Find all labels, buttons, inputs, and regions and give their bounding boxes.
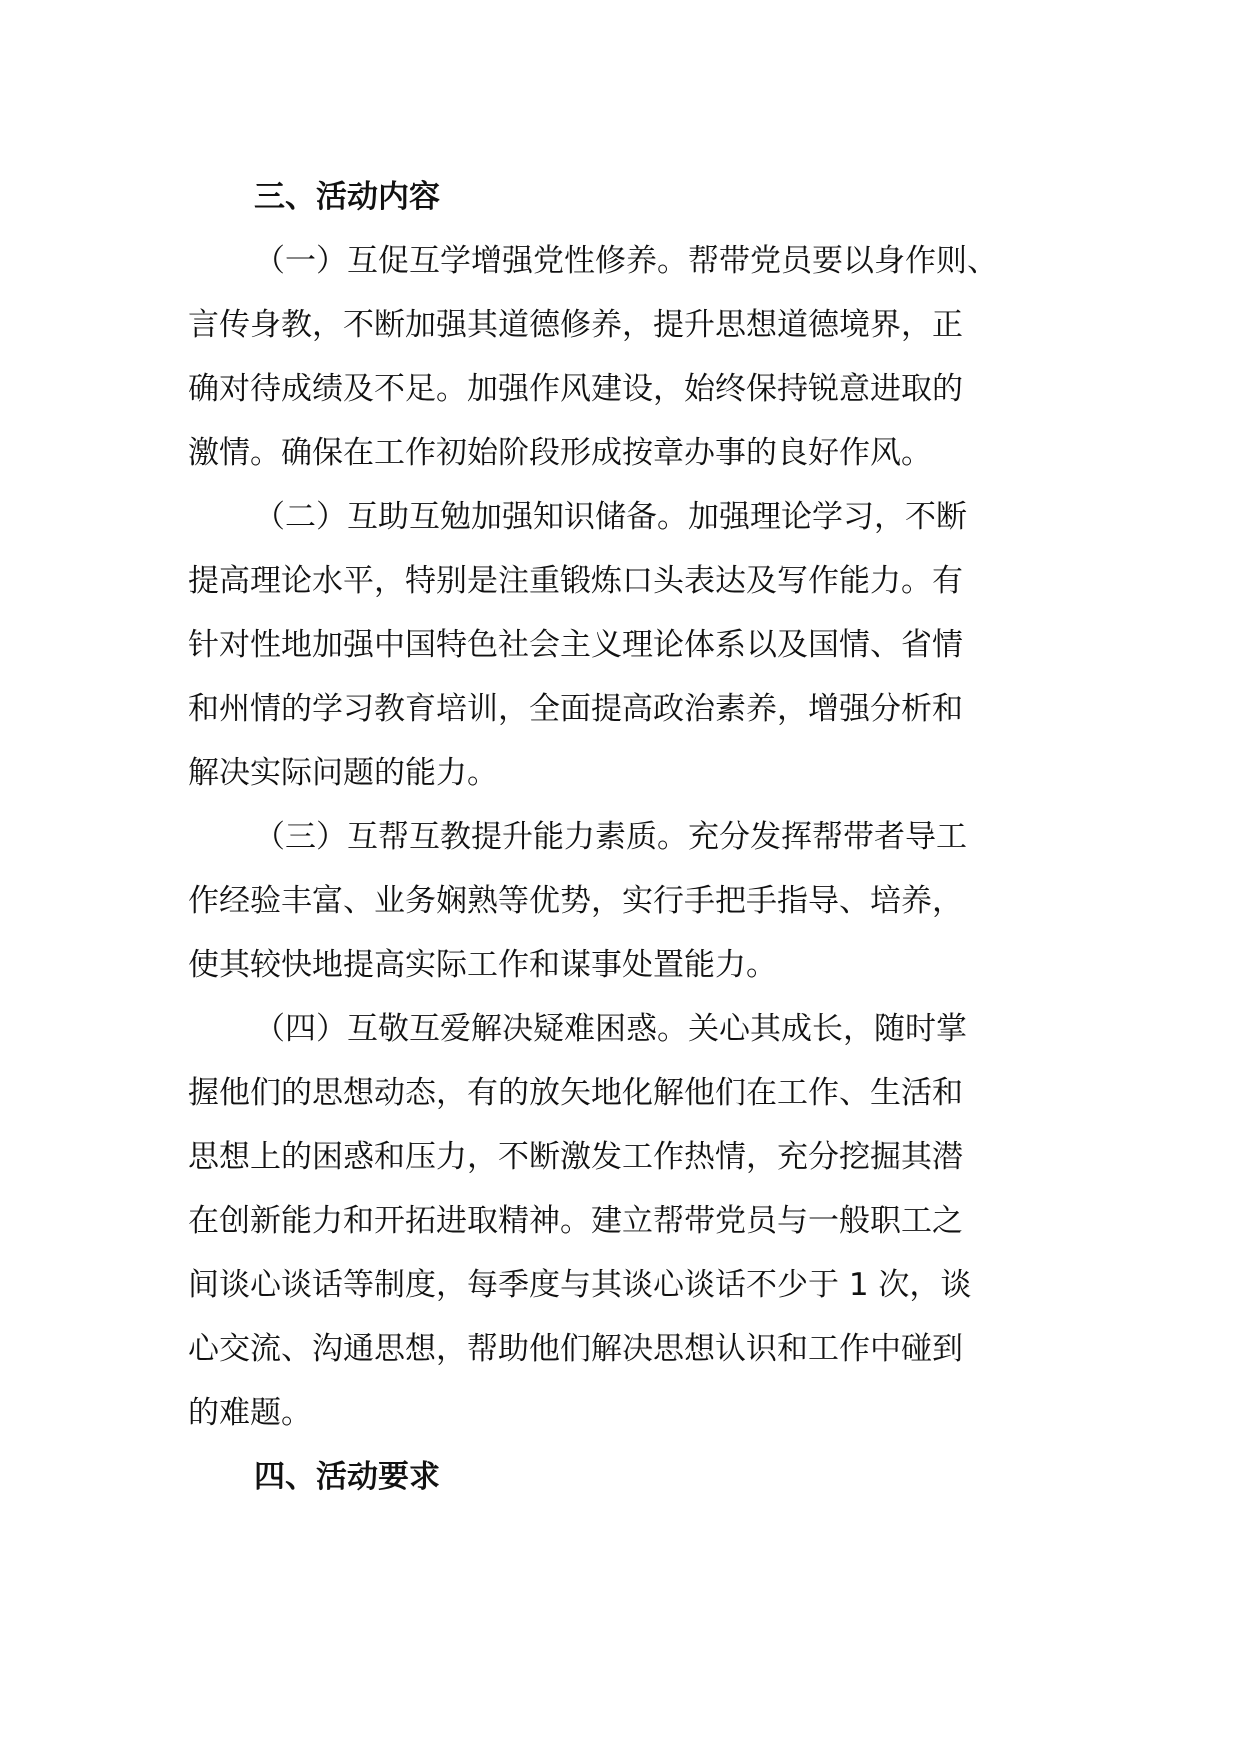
paragraph-line: 握他们的思想动态，有的放矢地化解他们在工作、生活和 — [188, 1075, 963, 1111]
paragraph-line: 在创新能力和开拓进取精神。建立帮带党员与一般职工之 — [188, 1203, 963, 1239]
paragraph-line: （四）互敬互爱解决疑难困惑。关心其成长，随时掌 — [254, 1011, 967, 1047]
paragraph-2 — [188, 485, 1028, 805]
paragraph-line: 作经验丰富、业务娴熟等优势，实行手把手指导、培养， — [188, 883, 963, 919]
paragraph-line: （二）互助互勉加强知识储备。加强理论学习，不断 — [254, 499, 967, 535]
paragraph-1 — [188, 229, 1028, 485]
paragraph-line: 言传身教，不断加强其道德修养，提升思想道德境界，正 — [188, 307, 963, 343]
paragraph-line: 心交流、沟通思想，帮助他们解决思想认识和工作中碰到 — [188, 1331, 963, 1367]
paragraph-line: 提高理论水平，特别是注重锻炼口头表达及写作能力。有 — [188, 563, 963, 599]
paragraph-line: 和州情的学习教育培训，全面提高政治素养，增强分析和 — [188, 691, 963, 727]
paragraph-line: 使其较快地提高实际工作和谋事处置能力。 — [188, 947, 777, 983]
paragraph-4 — [188, 997, 1028, 1445]
section-heading-activity-content: 三、活动内容 — [254, 179, 440, 215]
paragraph-line: （一）互促互学增强党性修养。帮带党员要以身作则、 — [254, 243, 998, 279]
paragraph-line: （三）互帮互教提升能力素质。充分发挥帮带者导工 — [254, 819, 967, 855]
paragraph-line: 的难题。 — [188, 1395, 312, 1431]
paragraph-line: 思想上的困惑和压力，不断激发工作热情，充分挖掘其潜 — [188, 1139, 963, 1175]
document-body — [188, 165, 1028, 1509]
paragraph-3 — [188, 805, 1028, 997]
section-heading-activity-requirements: 四、活动要求 — [254, 1459, 440, 1495]
paragraph-line: 确对待成绩及不足。加强作风建设，始终保持锐意进取的 — [188, 371, 963, 407]
paragraph-line: 针对性地加强中国特色社会主义理论体系以及国情、省情 — [188, 627, 963, 663]
paragraph-line: 间谈心谈话等制度，每季度与其谈心谈话不少于 1 次，谈 — [188, 1267, 972, 1303]
paragraph-line: 激情。确保在工作初始阶段形成按章办事的良好作风。 — [188, 435, 932, 471]
paragraph-line: 解决实际问题的能力。 — [188, 755, 498, 791]
